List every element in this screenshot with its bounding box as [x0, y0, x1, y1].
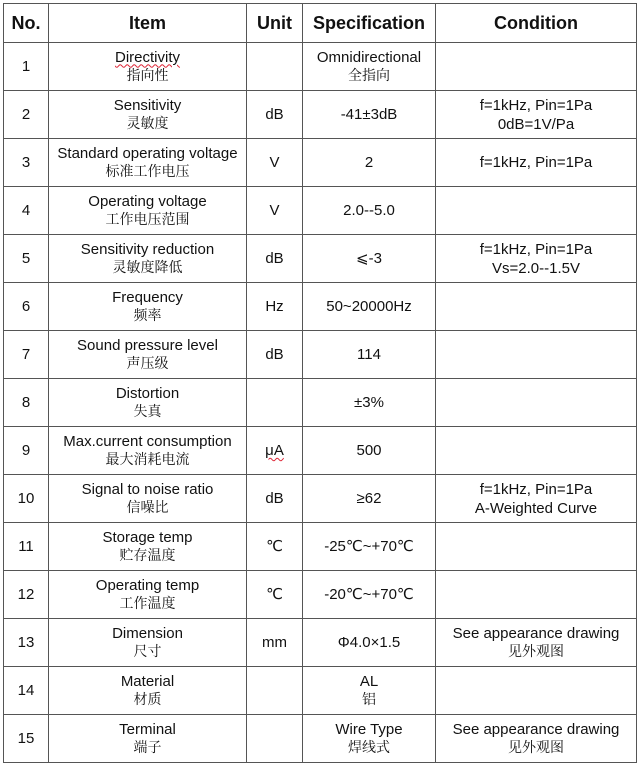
- unit-cell: [247, 43, 303, 91]
- item-cell: [49, 235, 247, 283]
- item-cell: [49, 715, 247, 763]
- condition-cell: [436, 715, 637, 763]
- condition-line: See appearance drawing: [452, 720, 620, 738]
- specification-cell: [303, 235, 436, 283]
- table-body: [4, 43, 637, 763]
- unit-cell: [247, 715, 303, 763]
- item-cell: [49, 283, 247, 331]
- condition-cell: [436, 283, 637, 331]
- item-cell: [49, 43, 247, 91]
- item-cell: [49, 475, 247, 523]
- condition-line: A-Weighted Curve: [474, 499, 598, 517]
- specification-line: 焊线式: [348, 739, 390, 756]
- row-number: 12: [4, 571, 49, 619]
- specification-line: 114: [357, 346, 381, 363]
- header-row: [4, 4, 637, 43]
- condition-cell: [436, 571, 637, 619]
- item-name-en: Operating temp: [95, 576, 200, 594]
- item-name-en: Sensitivity: [113, 96, 182, 114]
- item-name-zh: 声压级: [126, 355, 169, 372]
- item-name-zh: 工作电压范围: [105, 211, 190, 228]
- specification-line: Φ4.0×1.5: [337, 634, 401, 651]
- unit-cell: dB: [247, 475, 303, 523]
- unit-cell: Hz: [247, 283, 303, 331]
- item-name-zh: 标准工作电压: [105, 163, 190, 180]
- condition-cell: [436, 379, 637, 427]
- condition-line: 见外观图: [508, 739, 564, 756]
- specification-line: 500: [356, 442, 382, 459]
- condition-cell: [436, 331, 637, 379]
- specification-cell: [303, 139, 436, 187]
- condition-line: 见外观图: [508, 643, 564, 660]
- row-number: 8: [4, 379, 49, 427]
- item-name-en: Frequency: [112, 288, 183, 306]
- specification-line: 2.0--5.0: [343, 202, 395, 219]
- unit-cell: [247, 379, 303, 427]
- header-condition: Condition: [436, 4, 637, 43]
- row-number: 9: [4, 427, 49, 475]
- specification-cell: [303, 379, 436, 427]
- specification-line: AL: [359, 672, 379, 690]
- header-item: Item: [49, 4, 247, 43]
- specification-cell: [303, 715, 436, 763]
- item-name-zh: 尺寸: [133, 643, 162, 660]
- table-row: [4, 139, 637, 187]
- row-number: 7: [4, 331, 49, 379]
- row-number: 6: [4, 283, 49, 331]
- unit-cell: dB: [247, 331, 303, 379]
- table-row: [4, 379, 637, 427]
- condition-cell: [436, 523, 637, 571]
- specification-cell: [303, 91, 436, 139]
- condition-line: f=1kHz, Pin=1Pa: [479, 154, 593, 171]
- condition-cell: [436, 139, 637, 187]
- specification-cell: [303, 523, 436, 571]
- item-cell: [49, 139, 247, 187]
- unit-cell: mm: [247, 619, 303, 667]
- item-cell: [49, 91, 247, 139]
- condition-cell: [436, 667, 637, 715]
- table-row: [4, 571, 637, 619]
- row-number: 11: [4, 523, 49, 571]
- item-name-zh: 频率: [133, 307, 162, 324]
- specification-line: 铝: [362, 691, 376, 708]
- item-cell: [49, 619, 247, 667]
- row-number: 13: [4, 619, 49, 667]
- item-name-en: Terminal: [119, 720, 176, 738]
- item-name-en: Material: [120, 672, 175, 690]
- item-name-zh: 贮存温度: [119, 547, 176, 564]
- item-name-en: Operating voltage: [88, 192, 207, 210]
- item-name-en: Directivity: [114, 48, 180, 66]
- table-row: [4, 331, 637, 379]
- table-row: [4, 523, 637, 571]
- condition-cell: [436, 43, 637, 91]
- specification-line: ≥62: [356, 490, 382, 507]
- header-unit: Unit: [247, 4, 303, 43]
- item-name-en: Dimension: [112, 624, 183, 642]
- item-name-zh: 信噪比: [126, 499, 169, 516]
- table-row: [4, 283, 637, 331]
- item-name-zh: 灵敏度: [126, 115, 169, 132]
- item-name-en: Standard operating voltage: [57, 144, 238, 162]
- table-row: [4, 619, 637, 667]
- specification-line: 2: [364, 154, 374, 171]
- item-name-zh: 最大消耗电流: [105, 451, 190, 468]
- specification-cell: [303, 475, 436, 523]
- item-name-en: Sound pressure level: [77, 336, 218, 354]
- item-name-zh: 失真: [133, 403, 162, 420]
- condition-cell: [436, 475, 637, 523]
- table-row: [4, 475, 637, 523]
- specification-cell: [303, 43, 436, 91]
- item-name-zh: 端子: [133, 739, 162, 756]
- unit-cell: [247, 667, 303, 715]
- item-cell: [49, 379, 247, 427]
- specification-table: [3, 3, 637, 763]
- condition-cell: [436, 91, 637, 139]
- table-row: [4, 715, 637, 763]
- specification-line: Omnidirectional: [316, 48, 422, 66]
- item-name-zh: 工作温度: [119, 595, 176, 612]
- unit-cell: μA: [247, 427, 303, 475]
- item-name-zh: 指向性: [126, 67, 169, 84]
- specification-cell: [303, 667, 436, 715]
- row-number: 14: [4, 667, 49, 715]
- unit-cell: dB: [247, 91, 303, 139]
- row-number: 10: [4, 475, 49, 523]
- item-name-en: Sensitivity reduction: [80, 240, 215, 258]
- table-row: [4, 667, 637, 715]
- row-number: 2: [4, 91, 49, 139]
- item-cell: [49, 187, 247, 235]
- item-cell: [49, 331, 247, 379]
- specification-cell: [303, 283, 436, 331]
- specification-cell: [303, 571, 436, 619]
- condition-line: Vs=2.0--1.5V: [492, 259, 580, 277]
- unit-cell: ℃: [247, 523, 303, 571]
- row-number: 1: [4, 43, 49, 91]
- table-row: [4, 91, 637, 139]
- condition-line: f=1kHz, Pin=1Pa: [479, 96, 593, 114]
- specification-cell: [303, 331, 436, 379]
- row-number: 3: [4, 139, 49, 187]
- row-number: 15: [4, 715, 49, 763]
- unit-cell: ℃: [247, 571, 303, 619]
- specification-line: -41±3dB: [340, 106, 398, 123]
- item-cell: [49, 667, 247, 715]
- item-name-en: Distortion: [115, 384, 180, 402]
- specification-line: -20℃~+70℃: [324, 586, 414, 603]
- table-row: [4, 43, 637, 91]
- condition-line: See appearance drawing: [452, 624, 620, 642]
- specification-line: 50~20000Hz: [326, 298, 412, 315]
- header-specification: Specification: [303, 4, 436, 43]
- specification-line: ±3%: [354, 394, 384, 411]
- specification-line: ⩽-3: [356, 250, 382, 267]
- item-cell: [49, 571, 247, 619]
- condition-cell: [436, 427, 637, 475]
- specification-line: Wire Type: [335, 720, 403, 738]
- item-cell: [49, 427, 247, 475]
- row-number: 4: [4, 187, 49, 235]
- specification-cell: [303, 619, 436, 667]
- table-row: [4, 235, 637, 283]
- item-name-zh: 灵敏度降低: [112, 259, 183, 276]
- table-row: [4, 427, 637, 475]
- header-no: No.: [4, 4, 49, 43]
- item-name-zh: 材质: [133, 691, 162, 708]
- item-cell: [49, 523, 247, 571]
- table-row: [4, 187, 637, 235]
- item-name-en: Storage temp: [102, 528, 193, 546]
- specification-cell: [303, 427, 436, 475]
- item-name-en: Signal to noise ratio: [81, 480, 214, 498]
- condition-cell: [436, 187, 637, 235]
- specification-cell: [303, 187, 436, 235]
- condition-cell: [436, 619, 637, 667]
- row-number: 5: [4, 235, 49, 283]
- condition-cell: [436, 235, 637, 283]
- condition-line: f=1kHz, Pin=1Pa: [479, 240, 593, 258]
- item-name-en: Max.current consumption: [63, 432, 232, 450]
- condition-line: 0dB=1V/Pa: [497, 115, 575, 133]
- unit-cell: V: [247, 139, 303, 187]
- specification-line: 全指向: [348, 67, 390, 84]
- condition-line: f=1kHz, Pin=1Pa: [479, 480, 593, 498]
- unit-cell: dB: [247, 235, 303, 283]
- specification-line: -25℃~+70℃: [324, 538, 414, 555]
- unit-cell: V: [247, 187, 303, 235]
